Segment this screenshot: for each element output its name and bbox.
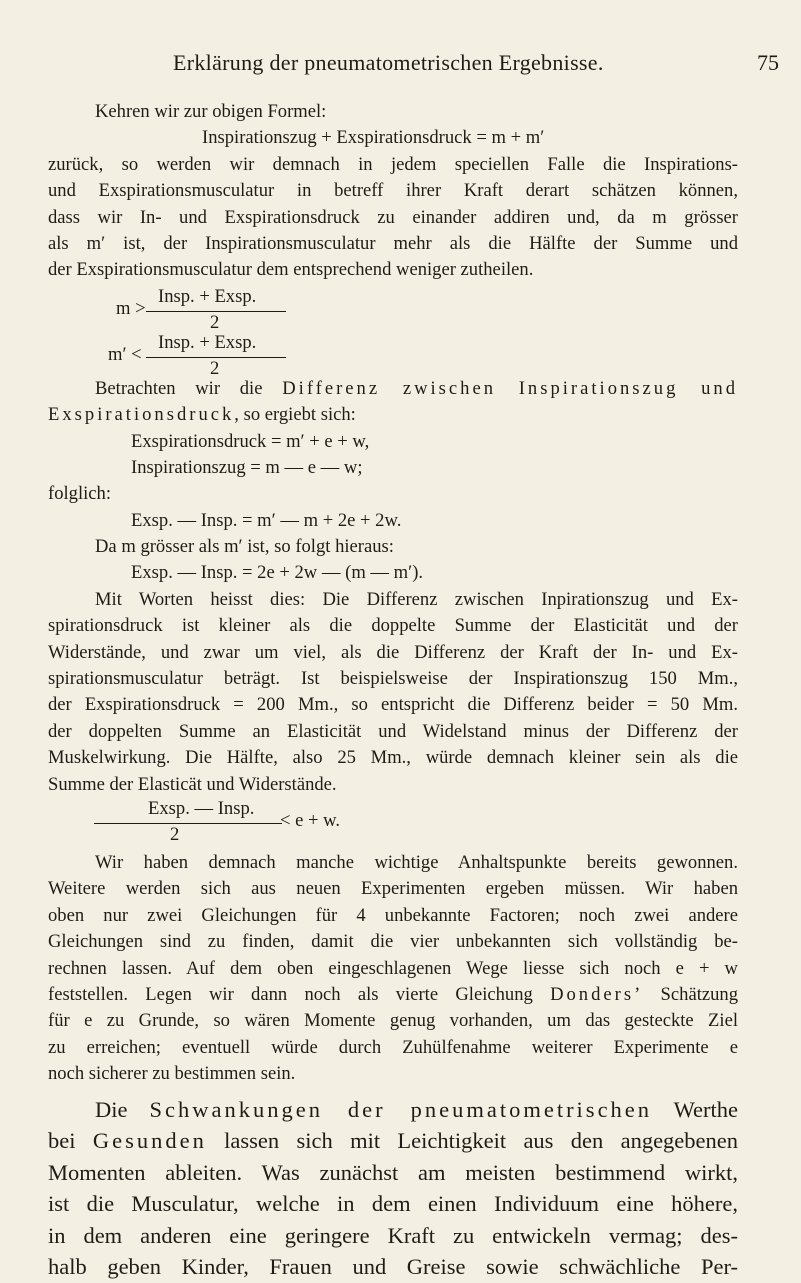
fraction-numerator: Insp. + Exsp. <box>158 285 257 307</box>
text-line: spirationsdruck ist kleiner als die doppelte Summe der Elasticität und der <box>48 615 738 637</box>
formula-line: Exspirationsdruck = m′ + e + w, <box>131 430 370 452</box>
text-line: ist die Musculatur, welche in dem einen Individuum eine höhere, <box>48 1191 738 1216</box>
page-number: 75 <box>757 50 779 75</box>
page-header <box>0 50 801 80</box>
text-line: Da m grösser als m′ ist, so folgt hieraus: <box>95 536 394 558</box>
text-line: für e zu Grunde, so wären Momente genug vorhanden, um das gesteckte Ziel <box>48 1010 738 1032</box>
formula-line: Exsp. — Insp. = m′ — m + 2e + 2w. <box>131 509 402 531</box>
text-line: der doppelten Summe an Elasticität und Widelstand minus der Differenz der <box>48 720 738 742</box>
text-line: zu erreichen; eventuell würde durch Zuhülfenahme weiterer Experimente e <box>48 1036 738 1058</box>
text-line: Summe der Elasticät und Widerstände. <box>48 773 337 795</box>
formula-line: Inspirationszug + Exspirationsdruck = m + m′ <box>202 127 545 149</box>
text-line: folglich: <box>48 483 111 505</box>
fraction-bar <box>94 823 282 824</box>
emphasized-name: Donders’ <box>550 983 644 1005</box>
text-line: halb geben Kinder, Frauen und Greise sowie schwächliche Per- <box>48 1254 738 1279</box>
text-line: dass wir In- und Exspirationsdruck zu einander addiren und, da m grösser <box>48 206 738 228</box>
running-title: Erklärung der pneumatometrischen Ergebnisse. <box>173 50 604 75</box>
text-line: Muskelwirkung. Die Hälfte, also 25 Mm., würde demnach kleiner sein als die <box>48 747 738 769</box>
body-text <box>48 99 738 1283</box>
text-line: noch sicherer zu bestimmen sein. <box>48 1063 296 1085</box>
text-line: Betrachten wir die Differenz zwischen Inspirationszug und <box>95 377 738 399</box>
text-line: Momenten ableiten. Was zunächst am meisten bestimmend wirkt, <box>48 1159 738 1185</box>
text-line: Mit Worten heisst dies: Die Differenz zwischen Inpirationszug und Ex- <box>95 588 738 610</box>
fraction-denominator: 2 <box>170 823 180 845</box>
text-line: rechnen lassen. Auf dem oben eingeschlagenen Wege liesse sich noch e + w <box>48 957 738 979</box>
text-line: Wir haben demnach manche wichtige Anhaltspunkte bereits gewonnen. <box>95 851 738 873</box>
text-line: Exspirationsdruck, so ergiebt sich: <box>48 404 356 426</box>
fraction-denominator: 2 <box>210 357 220 379</box>
text-line: oben nur zwei Gleichungen für 4 unbekannte Factoren; noch zwei andere <box>48 904 738 926</box>
text-line: und Exspirationsmusculatur in betreff ihrer Kraft derart schätzen können, <box>48 180 738 202</box>
text-line: Gleichungen sind zu finden, damit die vier unbekannten sich vollständig be- <box>48 931 738 953</box>
inequality-right: < e + w. <box>280 809 341 831</box>
fraction-denominator: 2 <box>210 311 220 333</box>
text-line: feststellen. Legen wir dann noch als vierte Gleichung Donders’ Schätzung <box>48 983 738 1005</box>
text-line: spirationsmusculatur beträgt. Ist beispielsweise der Inspirationszug 150 Mm., <box>48 668 738 690</box>
text-line: zurück, so werden wir demnach in jedem speciellen Falle die Inspirations- <box>48 153 738 175</box>
emphasized-text: Schwankungen der pneumatometrischen <box>149 1096 653 1122</box>
text-line: bei Gesunden lassen sich mit Leichtigkeit aus den angegebenen <box>48 1128 739 1153</box>
text-line: als m′ ist, der Inspirationsmusculatur mehr als die Hälfte der Summe und <box>48 232 738 254</box>
inequality-left: m′ < <box>108 343 142 365</box>
inequality-formula <box>48 798 738 850</box>
text-line: Kehren wir zur obigen Formel: <box>95 101 327 122</box>
fraction-numerator: Insp. + Exsp. <box>158 331 257 353</box>
inequality-formulas <box>48 284 738 379</box>
text-line: Die Schwankungen der pneumatometrischen Werthe <box>95 1096 739 1122</box>
emphasized-text: Differenz zwischen Inspirationszug und <box>282 377 738 399</box>
fraction-numerator: Exsp. — Insp. <box>148 797 255 819</box>
formula-line: Exsp. — Insp. = 2e + 2w — (m — m′). <box>131 562 424 584</box>
text-line: Weitere werden sich aus neuen Experimenten ergeben müssen. Wir haben <box>48 878 738 900</box>
emphasized-text: Gesunden <box>92 1128 207 1153</box>
text-line: der Exspirationsdruck = 200 Mm., so entspricht die Differenz beider = 50 Mm. <box>48 694 738 716</box>
text-line: der Exspirationsmusculatur dem entsprechend weniger zutheilen. <box>48 259 534 281</box>
formula-line: Inspirationszug = m — e — w; <box>131 456 363 478</box>
inequality-left: m > <box>116 297 146 319</box>
emphasized-text: Exspirationsdruck <box>48 404 235 426</box>
text-line: Widerstände, und zwar um viel, als die Differenz der Kraft der In- und Ex- <box>48 641 738 663</box>
text-line: in dem anderen eine geringere Kraft zu entwickeln vermag; des- <box>48 1222 738 1248</box>
